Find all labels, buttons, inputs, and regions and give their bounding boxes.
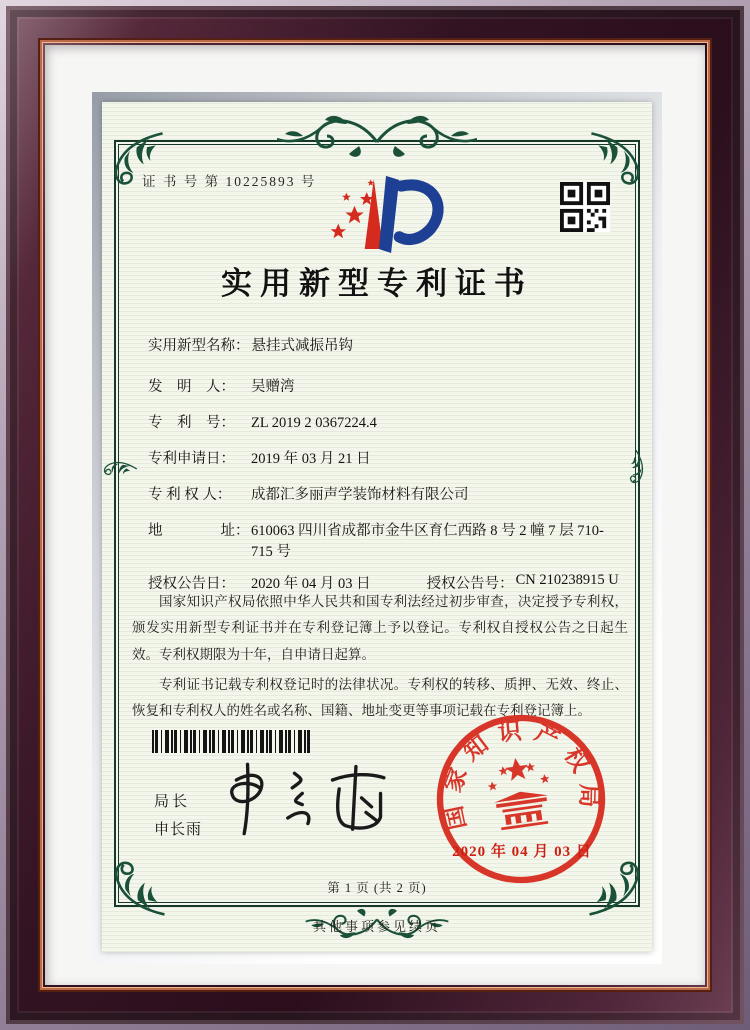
field-row-inventor	[148, 377, 624, 398]
seal-date: 2020 年 04 月 03 日	[452, 844, 592, 860]
grant-date-label: 授权公告日：	[148, 576, 235, 593]
field-row-name	[148, 336, 624, 357]
grant-no-label: 授权公告号：	[426, 576, 514, 593]
field-row-patentee	[148, 485, 624, 506]
grant-no-value: CN 210238915 U	[515, 572, 619, 589]
qr-code-icon	[560, 182, 610, 232]
flourish-top-center-icon	[272, 106, 482, 168]
certificate-fields	[148, 336, 624, 593]
field-value: 610063 四川省成都市金牛区育仁西路 8 号 2 幢 7 层 710-715 号	[251, 523, 604, 561]
certificate-title: 实用新型专利证书	[221, 266, 533, 301]
field-label: 专 利 号：	[148, 415, 235, 432]
commissioner-title: 局长	[154, 793, 191, 810]
field-value: 吴赠湾	[251, 379, 295, 396]
official-seal-icon	[418, 696, 624, 902]
barcode-icon	[152, 730, 310, 753]
national-emblem-icon	[484, 754, 555, 832]
cnipa-logo-icon	[320, 172, 452, 260]
field-row-patent-no	[148, 413, 624, 434]
footer-note: 其他事项参见续页	[312, 919, 441, 934]
certificate-paper	[102, 102, 652, 952]
field-label: 专利申请日：	[148, 451, 235, 468]
commissioner-name: 申长雨	[154, 821, 203, 838]
field-label: 发 明 人：	[148, 379, 235, 396]
flourish-corner-tr-icon	[588, 130, 648, 190]
field-value: 悬挂式减振吊钩	[251, 338, 353, 354]
field-label: 地 址：	[148, 523, 250, 540]
page-info: 第 1 页 (共 2 页)	[327, 881, 427, 895]
legal-paragraph-1: 国家知识产权局依照中华人民共和国专利法经过初步审查，决定授予专利权，颁发实用新型专利证书并在专利登记簿上予以登记。专利权自授权公告之日起生效。专利权期限为十年，自申请日起算。	[132, 594, 628, 662]
field-value: ZL 2019 2 0367224.4	[251, 415, 377, 432]
field-label: 实用新型名称：	[148, 338, 250, 354]
field-row-address	[148, 521, 624, 563]
field-value: 2019 年 03 月 21 日	[251, 451, 371, 468]
field-value: 成都汇多丽声学装饰材料有限公司	[251, 487, 469, 504]
legal-paragraph-2: 专利证书记载专利权登记时的法律状况。专利权的转移、质押、无效、终止、恢复和专利权人的姓名或名称、国籍、地址变更等事项记载在专利登记簿上。	[132, 676, 628, 719]
field-row-filing-date	[148, 449, 624, 470]
field-label: 专 利 权 人：	[148, 487, 232, 504]
signature-icon	[214, 758, 404, 840]
grant-date-value: 2020 年 04 月 03 日	[251, 576, 371, 593]
certificate-number: 证 书 号 第 10225893 号	[142, 174, 317, 189]
seal-text: 国家知识产权局	[439, 717, 602, 832]
